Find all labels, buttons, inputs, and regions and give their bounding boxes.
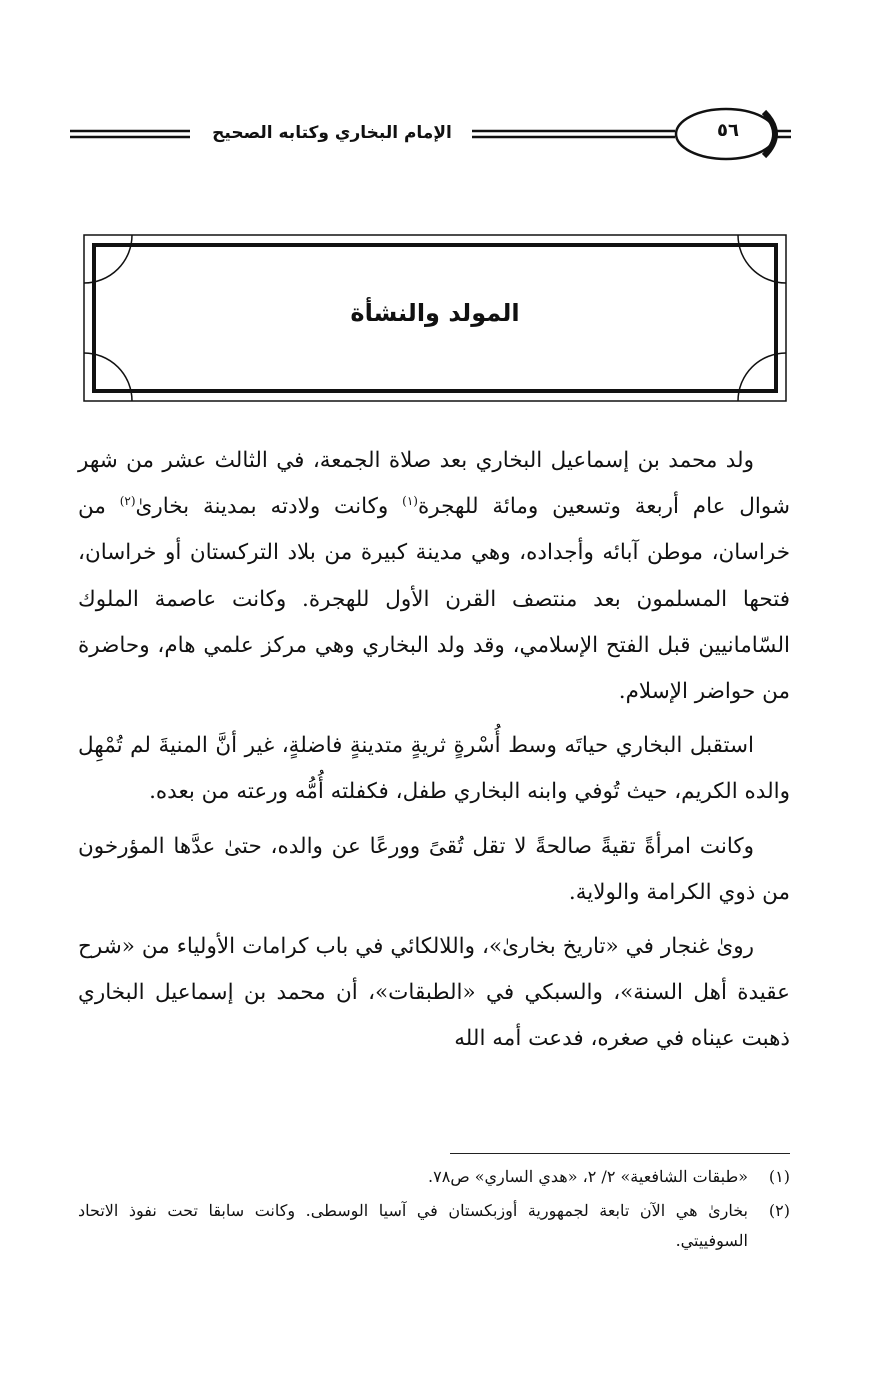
header-title: الإمام البخاري وكتابه الصحيح (212, 123, 452, 143)
footnote-number: (٢) (768, 1201, 790, 1220)
footnote-text: بخارىٰ هي الآن تابعة لجمهورية أوزبكستان في آسيا الوسطى. وكانت سابقا تحت نفوذ الاتحاد السوفييتي. (78, 1201, 748, 1250)
chapter-title-frame (82, 233, 788, 403)
page-number: ٥٦ (717, 120, 739, 141)
footnote-2 (78, 1196, 790, 1256)
paragraph-1 (78, 438, 790, 715)
paragraph-1-part-b: وكانت ولادته بمدينة بخارىٰ (135, 494, 403, 520)
chapter-title: المولد والنشأة (350, 299, 520, 327)
paragraph-1-part-a: ولد محمد بن إسماعيل البخاري بعد صلاة الجمعة، في الثالث عشر من شهر شوال عام أربعة وتسعين ومائة للهجرة (78, 448, 791, 520)
footnote-separator (450, 1153, 790, 1154)
footnote-ref-1: (١) (402, 494, 418, 509)
paragraph-2: استقبل البخاري حياتَه وسط أُسْرةٍ ثريةٍ متدينةٍ فاضلةٍ، غير أنَّ المنيةَ لم تُمْهِل والده الكريم، حيث تُوفي وابنه البخاري طفل، فكفلته أُمُّه ورعته من بعده. (78, 733, 790, 805)
paragraph-3: وكانت امرأةً تقيةً صالحةً لا تقل تُقىً وورعًا عن والده، حتىٰ عدَّها المؤرخون من ذوي الكرامة والولاية. (78, 833, 790, 905)
paragraph-4: روىٰ غنجار في «تاريخ بخارىٰ»، واللالكائي في باب كرامات الأولياء من «شرح عقيدة أهل السنة»، والسبكي في «الطبقات»، أن محمد بن إسماعيل البخاري ذهبت عيناه في صغره، فدعت أمه الله (78, 934, 790, 1052)
footnote-number: (١) (768, 1167, 790, 1186)
footnote-1 (78, 1162, 790, 1192)
footnote-ref-2: (٢) (119, 494, 136, 509)
footnotes (78, 1162, 790, 1260)
footnote-text: «طبقات الشافعية» ٢/ ٢، «هدي الساري» ص٧٨. (428, 1167, 748, 1186)
body-text (78, 438, 790, 1071)
paragraph-1-part-c: من خراسان، موطن آبائه وأجداده، وهي مدينة كبيرة من بلاد التركستان أو خراسان، فتحها المسلمون بعد منتصف القرن الأول للهجرة. وكانت عاصمة الملوك السّامانيين قبل الفتح الإسلامي، وقد ولد البخاري وهي مركز علمي هام، وحاضرة من حواضر الإسلام. (78, 494, 790, 705)
running-header (70, 104, 791, 164)
